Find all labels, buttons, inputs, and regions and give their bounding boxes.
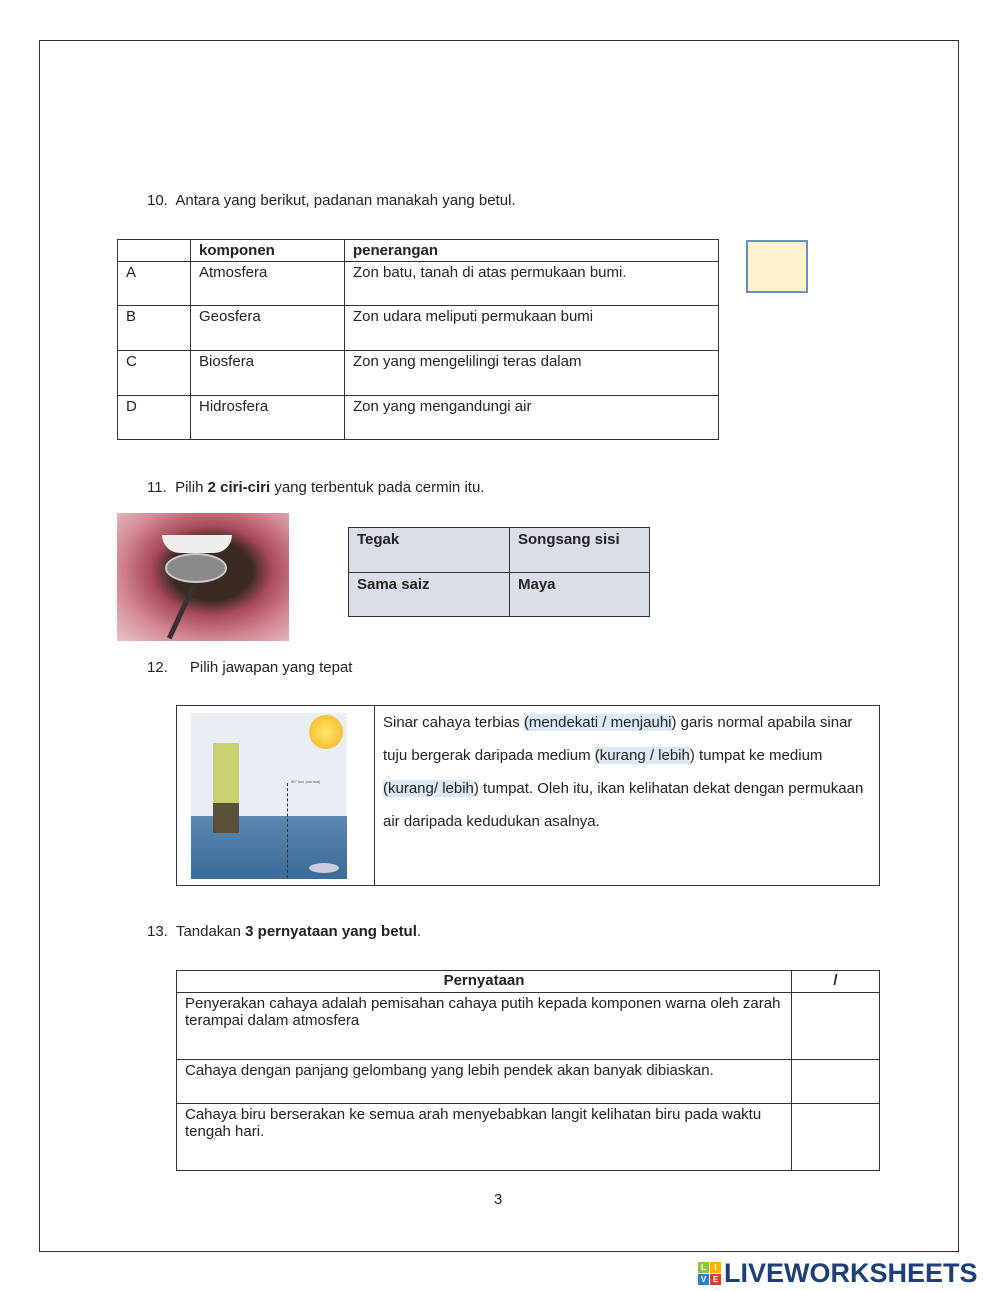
q11-number: 11.: [147, 479, 167, 496]
row-penerangan: Zon batu, tanah di atas permukaan bumi.: [345, 262, 719, 306]
table-row: [177, 1104, 880, 1171]
q13-prompt: [147, 923, 421, 940]
text: ): [671, 714, 677, 731]
q12-number: 12.: [147, 659, 168, 676]
logo-letter: I: [710, 1262, 721, 1273]
row-komponen: Hidrosfera: [191, 396, 345, 440]
row-penerangan: Zon yang mengelilingi teras dalam: [345, 351, 719, 396]
q13-number: 13.: [147, 923, 168, 940]
liveworksheets-logo: [698, 1258, 978, 1289]
mirror-handle: [167, 585, 196, 640]
teeth: [162, 535, 232, 553]
row-label: A: [118, 262, 191, 306]
row-label: C: [118, 351, 191, 396]
row-komponen: Atmosfera: [191, 262, 345, 306]
text: tumpat. Oleh itu, ikan kelihatan dekat dengan permukaan air daripada kedudukan asalnya.: [383, 780, 864, 830]
sun: [309, 715, 343, 749]
row-komponen: Geosfera: [191, 306, 345, 351]
q12-box: [176, 705, 880, 886]
row-label: D: [118, 396, 191, 440]
header-pernyataan: Pernyataan: [177, 971, 792, 993]
dental-mirror: [165, 553, 227, 583]
q11-prompt: [147, 479, 484, 496]
statement: Cahaya biru berserakan ke semua arah menyebabkan langit kelihatan biru pada waktu tengah hari.: [177, 1104, 792, 1171]
q12-prompt: [147, 659, 352, 676]
q11-options-grid: [348, 527, 650, 617]
man-shorts: [213, 803, 239, 833]
q13-bold: 3 pernyataan yang betul: [245, 923, 417, 940]
row-label: B: [118, 306, 191, 351]
q10-prompt: [147, 192, 516, 209]
spear-fishing-image: [191, 713, 347, 879]
statement: Penyerakan cahaya adalah pemisahan cahaya putih kepada komponen warna oleh zarah terampai dalam atmosfera: [177, 993, 792, 1060]
text: garis normal apabila sinar tuju bergerak daripada medium: [383, 714, 853, 764]
text: ): [689, 747, 695, 764]
q13-table: [176, 970, 880, 1171]
option-tegak[interactable]: Tegak: [349, 528, 510, 573]
tick-cell[interactable]: [792, 1060, 880, 1104]
logo-letter: V: [698, 1274, 709, 1285]
q10-text: Antara yang berikut, padanan manakah yang betul.: [175, 192, 516, 209]
q13-text-end: .: [416, 923, 422, 940]
man: [213, 743, 239, 803]
q12-text: Pilih jawapan yang tepat: [189, 659, 353, 676]
logo-icon: [698, 1262, 721, 1285]
header-tick: /: [792, 971, 880, 993]
normal-label: 90° line (normal): [291, 779, 321, 784]
statement: Cahaya dengan panjang gelombang yang lebih pendek akan banyak dibiaskan.: [177, 1060, 792, 1104]
table-row: [177, 993, 880, 1060]
q11-bold: 2 ciri-ciri: [207, 479, 271, 496]
q11-text: Pilih: [175, 479, 208, 496]
choice-mendekati-menjauhi[interactable]: (mendekati / menjauhi: [523, 714, 672, 731]
q10-table: [117, 239, 719, 440]
tick-cell[interactable]: [792, 993, 880, 1060]
choice-kurang-lebih-1[interactable]: (kurang / lebih: [594, 747, 690, 764]
table-row: [118, 351, 719, 396]
text: Sinar cahaya terbias: [383, 714, 524, 731]
logo-letter: E: [710, 1274, 721, 1285]
tick-cell[interactable]: [792, 1104, 880, 1171]
header-penerangan: penerangan: [345, 240, 719, 262]
header-komponen: komponen: [191, 240, 345, 262]
q13-text: Tandakan: [175, 923, 246, 940]
q12-paragraph: [383, 706, 873, 838]
option-songsang-sisi[interactable]: Songsang sisi: [510, 528, 650, 573]
logo-letter: L: [698, 1262, 709, 1273]
text: tumpat ke medium: [694, 747, 823, 764]
option-maya[interactable]: Maya: [510, 573, 650, 617]
row-penerangan: Zon yang mengandungi air: [345, 396, 719, 440]
row-penerangan: Zon udara meliputi permukaan bumi: [345, 306, 719, 351]
page-number: 3: [494, 1191, 503, 1208]
text: ): [473, 780, 479, 797]
q10-number: 10.: [147, 192, 168, 209]
table-row: [177, 1060, 880, 1104]
option-sama-saiz[interactable]: Sama saiz: [349, 573, 510, 617]
header-blank: [118, 240, 191, 262]
q10-answer-input[interactable]: [746, 240, 808, 293]
q11-text-end: yang terbentuk pada cermin itu.: [270, 479, 485, 496]
mouth-mirror-image: [117, 513, 289, 641]
choice-kurang-lebih-2[interactable]: (kurang/ lebih: [383, 780, 474, 797]
divider: [374, 705, 375, 886]
table-row: [118, 262, 719, 306]
normal-line: [287, 783, 288, 878]
table-row: [118, 396, 719, 440]
logo-text: LIVEWORKSHEETS: [724, 1258, 978, 1288]
fish: [309, 863, 339, 873]
table-row: [118, 306, 719, 351]
row-komponen: Biosfera: [191, 351, 345, 396]
